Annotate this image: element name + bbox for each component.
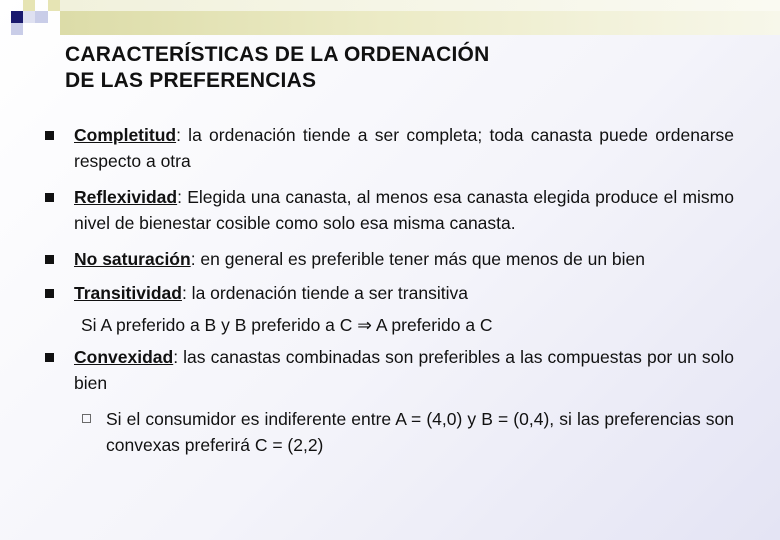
bullet-term: Completitud xyxy=(74,125,177,145)
sub-bullet-text: Si el consumidor es indiferente entre A = (4,0) y B = (0,4), si las preferencias son convexas preferirá C = (2,2) xyxy=(106,409,734,455)
bullet-text: : la ordenación tiende a ser transitiva xyxy=(181,283,468,303)
deco-square xyxy=(48,0,60,11)
deco-square xyxy=(11,11,23,23)
bullet-item xyxy=(44,184,734,236)
bullet-term: No saturación xyxy=(74,249,191,269)
bullet-list xyxy=(44,122,734,458)
square-bullet-icon xyxy=(45,131,54,140)
square-bullet-icon xyxy=(45,289,54,298)
deco-square xyxy=(23,11,35,23)
bullet-item xyxy=(44,122,734,174)
deco-square xyxy=(23,0,35,11)
square-bullet-icon xyxy=(45,353,54,362)
title-line-1: CARACTERÍSTICAS DE LA ORDENACIÓN xyxy=(65,43,490,66)
header-band-light xyxy=(60,0,780,11)
bullet-item xyxy=(44,344,734,396)
bullet-term: Transitividad xyxy=(74,283,182,303)
deco-square xyxy=(35,11,48,23)
slide-title xyxy=(65,42,625,94)
hollow-square-bullet-icon xyxy=(82,414,91,423)
bullet-term: Reflexividad xyxy=(74,187,178,207)
bullet-text: : las canastas combinadas son preferibles a las compuestas por un solo bien xyxy=(74,347,734,393)
square-bullet-icon xyxy=(45,193,54,202)
bullet-item xyxy=(44,280,734,306)
bullet-term: Convexidad xyxy=(74,347,174,367)
title-line-2: DE LAS PREFERENCIAS xyxy=(65,69,317,92)
header-band xyxy=(60,11,780,35)
bullet-text: : Elegida una canasta, al menos esa canasta elegida produce el mismo nivel de bienestar cosible como solo esa misma canasta. xyxy=(74,187,734,233)
deco-square xyxy=(11,23,23,35)
square-bullet-icon xyxy=(45,255,54,264)
bullet-item xyxy=(44,246,734,272)
bullet-text: : en general es preferible tener más que menos de un bien xyxy=(190,249,646,269)
sub-bullet-item xyxy=(44,406,734,458)
bullet-text: : la ordenación tiende a ser completa; toda canasta puede ordenarse respecto a otra xyxy=(74,125,734,171)
transitivity-note: Si A preferido a B y B preferido a C ⇒ A preferido a C xyxy=(81,315,493,335)
